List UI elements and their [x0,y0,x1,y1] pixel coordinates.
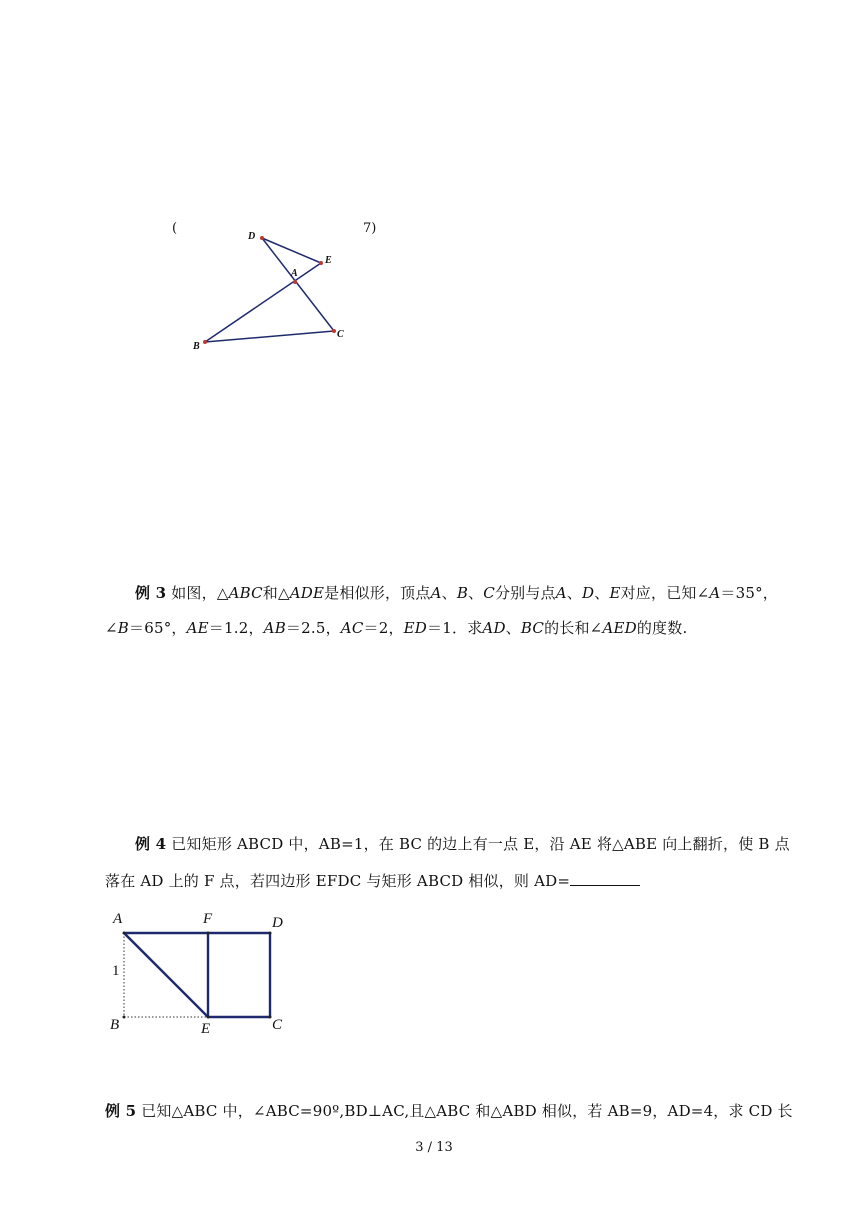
figure2-diagram [110,925,280,1025]
text: 如图，△ [171,584,229,602]
segment-dc [262,238,334,331]
text: 和△ [262,584,290,602]
text: 、 [594,584,610,602]
fig2-label-b: B [110,1017,120,1033]
text: 是相似形，顶点 [324,584,431,602]
var: ED [403,619,428,637]
text: ＝1．求 [427,619,483,637]
var: AB [263,619,286,637]
fig2-label-d: D [272,915,283,931]
figure1-paren-open: ( [172,221,178,236]
var: BC [520,619,545,637]
var: AE [186,619,209,637]
label-d: D [248,231,256,242]
text: 的长和∠ [544,619,603,637]
fig2-label-e: E [201,1021,211,1037]
example3-line1 [135,582,778,603]
example5-line [105,1100,793,1121]
var: ABC [228,584,263,602]
point-e [207,1016,210,1019]
text: 对应，已知∠ [620,584,710,602]
example5-label: 例 5 [105,1102,137,1120]
figure1-paren-close: 7) [363,221,377,236]
point-b [123,1016,126,1019]
text: ＝1.2， [208,619,264,637]
segment-eb [205,263,321,342]
text: ＝2， [363,619,404,637]
var: AED [602,619,637,637]
var: E [609,584,621,602]
var: D [582,584,595,602]
figure1-diagram [180,225,360,355]
example4-text1: 已知矩形 ABCD 中，AB=1，在 BC 的边上有一点 E，沿 AE 将△ABE 向上翻折，使 B 点 [171,835,790,853]
point-c [332,329,336,333]
segment-ae [124,933,208,1017]
text: 、 [441,584,457,602]
var: C [483,584,495,602]
example3-label: 例 3 [135,584,167,602]
segment-bc [205,331,334,342]
var: A [555,584,567,602]
var: AD [482,619,506,637]
example4-line2 [105,870,640,891]
text: ＝65°， [129,619,187,637]
text: 、 [468,584,484,602]
point-e [319,261,323,265]
fig2-label-a: A [113,911,123,927]
text: 、 [505,619,521,637]
point-a [123,932,126,935]
var: A [430,584,442,602]
var: A [709,584,721,602]
point-a [293,280,297,284]
example5-text: 已知△ABC 中，∠ABC=90º,BD⊥AC,且△ABC 和△ABD 相似，若 AB=9，AD=4，求 CD 长 [141,1102,793,1120]
text: 的度数. [636,619,688,637]
point-b [203,340,207,344]
label-a: A [291,268,298,279]
label-c: C [337,329,344,340]
fig2-label-c: C [272,1017,283,1033]
text: ＝2.5， [285,619,341,637]
var: B [456,584,469,602]
fig2-label-side: 1 [112,963,120,979]
text: 分别与点 [494,584,556,602]
var: ADE [289,584,325,602]
example4-label: 例 4 [135,835,167,853]
point-d [260,236,264,240]
example4-line1 [135,833,790,854]
var: B [117,619,130,637]
page-number: 3 / 13 [415,1140,453,1155]
text: ＝35°， [720,584,779,602]
label-b: B [193,341,200,352]
point-f [207,932,210,935]
example3-line2 [105,617,687,638]
fig2-label-f: F [203,911,213,927]
answer-blank[interactable] [570,884,640,886]
example4-text2: 落在 AD 上的 F 点，若四边形 EFDC 与矩形 ABCD 相似，则 AD= [105,872,571,890]
text: 、 [566,584,582,602]
text: ∠ [105,619,118,637]
label-e: E [325,255,332,266]
var: AC [340,619,364,637]
